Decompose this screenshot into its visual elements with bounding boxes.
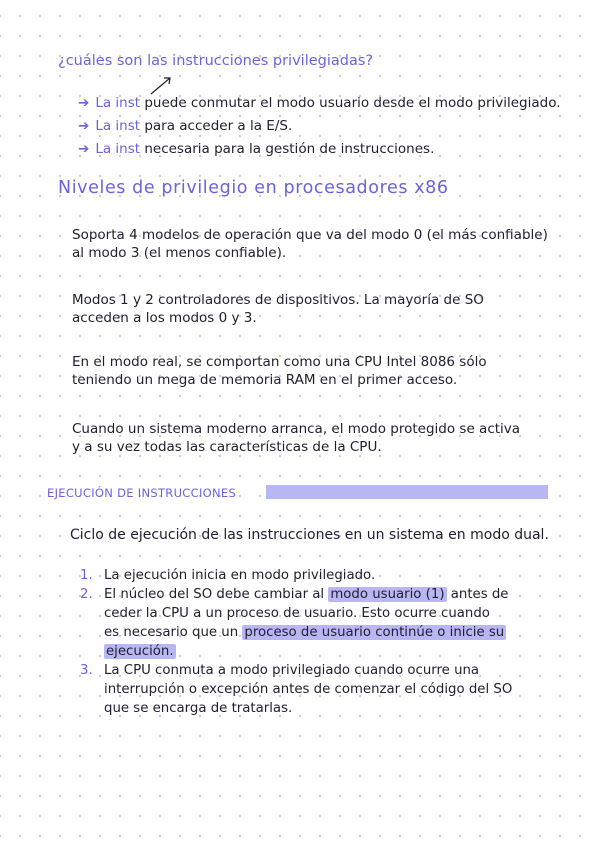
step-line	[104, 623, 512, 642]
paragraph	[72, 420, 520, 456]
step-text: El núcleo del SO debe cambiar al	[104, 587, 329, 602]
step-item	[80, 661, 512, 718]
step-item	[80, 585, 512, 661]
paragraph-line: En el modo real, se comportan como una CPU Intel 8086 sólo	[72, 354, 487, 370]
paragraph-line: Cuando un sistema moderno arranca, el modo protegido se activa	[72, 421, 521, 437]
highlighted-term: ejecución.	[106, 644, 174, 659]
bullet-term: La inst	[95, 141, 141, 157]
paragraph	[72, 353, 487, 389]
bullet-text: necesaria para la gestión de instrucciones.	[144, 141, 435, 157]
step-line: ceder la CPU a un proceso de usuario. Esto ocurre cuando	[104, 606, 490, 621]
step-number: 3.	[80, 663, 93, 678]
step-line: La CPU conmuta a modo privilegiado cuando ocurre una	[104, 663, 480, 678]
execution-steps-list	[80, 566, 512, 718]
paragraph	[72, 226, 548, 262]
bullet-term: La inst	[95, 118, 141, 134]
step-text: antes de	[446, 587, 509, 602]
highlighted-term: proceso de usuario continúe o inicie su	[244, 625, 505, 640]
bullet-item	[78, 115, 561, 138]
question-heading: ¿cuáles son las instrucciones privilegiadas?	[58, 53, 374, 69]
step-line: que se encarga de tratarlas.	[104, 701, 293, 716]
paragraph-line: acceden a los modos 0 y 3.	[72, 310, 257, 326]
arrow-icon: ➔	[78, 118, 90, 134]
paragraph-line: Soporta 4 modelos de operación que va del modo 0 (el más confiable)	[72, 227, 548, 243]
section-title-instruction-execution: EJECUCIÓN DE INSTRUCCIONES	[47, 486, 237, 500]
bullet-item	[78, 138, 561, 161]
bullet-text: para acceder a la E/S.	[144, 118, 293, 134]
step-item	[80, 566, 512, 585]
instruction-bullet-list	[78, 92, 561, 161]
bullet-term: La inst	[95, 95, 141, 111]
step-number: 1.	[80, 568, 93, 583]
step-line: interrupción o excepción antes de comenzar el código del SO	[104, 682, 513, 697]
arrow-icon: ➔	[78, 95, 90, 111]
step-line: La ejecución inicia en modo privilegiado.	[104, 568, 376, 583]
cycle-intro: Ciclo de ejecución de las instrucciones en un sistema en modo dual.	[70, 527, 549, 543]
section-title-privilege-levels: Niveles de privilegio en procesadores x86	[58, 178, 449, 198]
paragraph-line: y a su vez todas las características de la CPU.	[72, 439, 382, 455]
highlighted-term: modo usuario (1)	[330, 587, 445, 602]
arrow-icon: ➔	[78, 141, 90, 157]
bullet-text: puede conmutar el modo usuario desde el modo privilegiado.	[144, 95, 561, 111]
step-line	[104, 642, 512, 661]
paragraph-line: teniendo un mega de memoria RAM en el primer acceso.	[72, 372, 458, 388]
bullet-item	[78, 92, 561, 115]
paragraph	[72, 291, 484, 327]
paragraph-line: Modos 1 y 2 controladores de dispositivos. La mayoría de SO	[72, 292, 484, 308]
paragraph-line: al modo 3 (el menos confiable).	[72, 245, 287, 261]
step-line	[104, 585, 512, 604]
section-highlight-bar	[266, 485, 548, 499]
step-number: 2.	[80, 587, 93, 602]
step-text: es necesario que un	[104, 625, 243, 640]
